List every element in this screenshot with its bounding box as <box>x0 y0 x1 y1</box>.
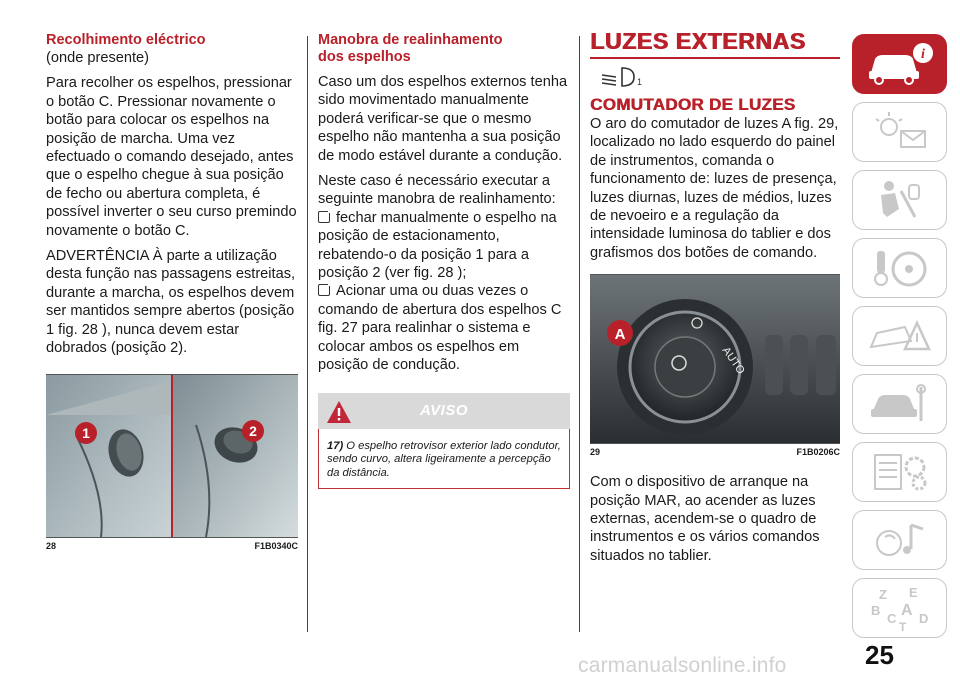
svg-text:C: C <box>886 611 896 626</box>
column-left <box>46 0 298 551</box>
list-item <box>318 282 570 374</box>
heading-mirror-realign: Manobra de realinhamento dos espelhos <box>318 32 503 65</box>
list-item-text: Acionar uma ou duas vezes o comando de abertura dos espelhos C fig. 27 para realinhar o sistema e colocar ambos os espelhos em posição de condução. <box>318 283 562 374</box>
watermark: carmanualsonline.info <box>578 654 787 677</box>
paragraph-fold-instructions: Para recolher os espelhos, pressionar o botão C. Pressionar novamente o botão para colocar os espelhos na posição de marcha. Uma vez efectuado o comando desejado, antes que o espelho chegue à sua posição de fecho ou abertura completa, é possível inverter o seu curso premindo novamente o botão C. <box>46 75 297 239</box>
figure-28 <box>46 374 298 551</box>
figure-29 <box>590 274 840 457</box>
paragraph-realign-steps: Neste caso é necessário executar a seguinte manobra de realinhamento: <box>318 173 556 208</box>
figure-code: F1B0206C <box>796 447 840 458</box>
sidebar-tab-index[interactable] <box>852 578 947 638</box>
sidebar-tab-warning-lights[interactable] <box>852 102 947 162</box>
section-title-rule <box>590 57 840 59</box>
column-divider-1 <box>307 36 308 632</box>
sidebar-tab-emergency[interactable] <box>852 306 947 366</box>
warning-box <box>318 393 570 490</box>
paragraph-warning-note: ADVERTÊNCIA À parte a utilização desta função nas passagens estreitas, durante a marcha, os espelhos devem ser mantidos sempre abertos (posição 1 fig. 28 ), nunca devem estar dobrados (posição 2). <box>46 248 296 357</box>
paragraph-realign-intro: Caso um dos espelhos externos tenha sido movimentado manualmente poderá verificar-se que o mesmo espelho não mantenha a sua posição de modo estável durante a condução. <box>318 74 568 164</box>
list-item <box>318 209 570 283</box>
warning-title: AVISO <box>419 401 469 419</box>
callout-1: 1 <box>82 424 90 441</box>
svg-text:E: E <box>908 585 918 600</box>
figure-code: F1B0340C <box>254 540 298 551</box>
figure-number: 28 <box>46 540 57 551</box>
callout-a: A <box>614 326 626 344</box>
subsection-title: COMUTADOR DE LUZES <box>590 95 796 114</box>
sidebar-tab-multimedia[interactable] <box>852 510 947 570</box>
sidebar-tab-safety[interactable] <box>852 170 947 230</box>
svg-text:A: A <box>900 602 913 619</box>
column-middle <box>318 0 570 489</box>
callout-2: 2 <box>249 422 257 439</box>
multimedia-icon <box>865 517 935 563</box>
mirror-photo <box>46 375 298 537</box>
auto-label: AUTO <box>719 345 747 377</box>
column-divider-2 <box>579 36 580 632</box>
subheading-optional: (onde presente) <box>46 50 150 66</box>
light-switch-photo <box>590 275 840 443</box>
checkbox-bullet-icon <box>318 284 330 296</box>
figure-number: 29 <box>590 447 601 458</box>
car-info-icon <box>865 41 935 87</box>
sidebar-tab-starting[interactable] <box>852 238 947 298</box>
warning-text: O espelho retrovisor exterior lado condutor, sendo curvo, altera ligeiramente a percepção da distância. <box>327 439 561 479</box>
svg-text:T: T <box>898 620 906 633</box>
paragraph-light-switch: O aro do comutador de luzes A fig. 29, localizado no lado esquerdo do painel de instrumentos, comanda o funcionamento de: luzes de presença, luzes diurnas, luzes de médios, luzes de nevoeiro e a regulação da intensidade luminosa do tablier e dos grafismos dos botões de comando. <box>590 116 839 261</box>
svg-text:Z: Z <box>878 587 887 602</box>
sidebar-tab-specs[interactable] <box>852 442 947 502</box>
svg-text:D: D <box>918 611 928 626</box>
figure-caption <box>46 538 298 551</box>
warning-header <box>318 393 570 429</box>
svg-text:i: i <box>920 47 925 62</box>
heading-electric-fold: Recolhimento eléctrico <box>46 32 206 48</box>
key-steering-icon <box>865 245 935 291</box>
page-number: 25 <box>865 640 894 670</box>
section-title: LUZES EXTERNAS <box>590 28 806 54</box>
headlight-icon <box>596 65 646 89</box>
specs-icon <box>865 449 935 495</box>
index-icon <box>865 583 935 633</box>
sidebar-tab-maintenance[interactable] <box>852 374 947 434</box>
paragraph-instrument-lighting: Com o dispositivo de arranque na posição MAR, ao acender as luzes externas, acendem-se o quadro de instrumentos e os vários comandos situados no tablier. <box>590 474 820 564</box>
maintenance-icon <box>865 381 935 427</box>
sidebar-tab-car-info[interactable] <box>852 34 947 94</box>
column-right <box>590 0 840 565</box>
svg-text:1: 1 <box>637 77 643 87</box>
warning-body <box>318 429 570 490</box>
emergency-icon <box>865 313 935 359</box>
list-item-text: fechar manualmente o espelho na posição de estacionamento, rebatendo-o da posição 1 para a posição 2 (ver fig. 28 ); <box>318 209 557 282</box>
seat-safety-icon <box>865 177 935 223</box>
warning-ref: 17) <box>327 439 344 452</box>
svg-text:B: B <box>870 603 880 618</box>
checkbox-bullet-icon <box>318 211 330 223</box>
figure-caption <box>590 444 840 457</box>
warning-lights-icon <box>865 109 935 155</box>
